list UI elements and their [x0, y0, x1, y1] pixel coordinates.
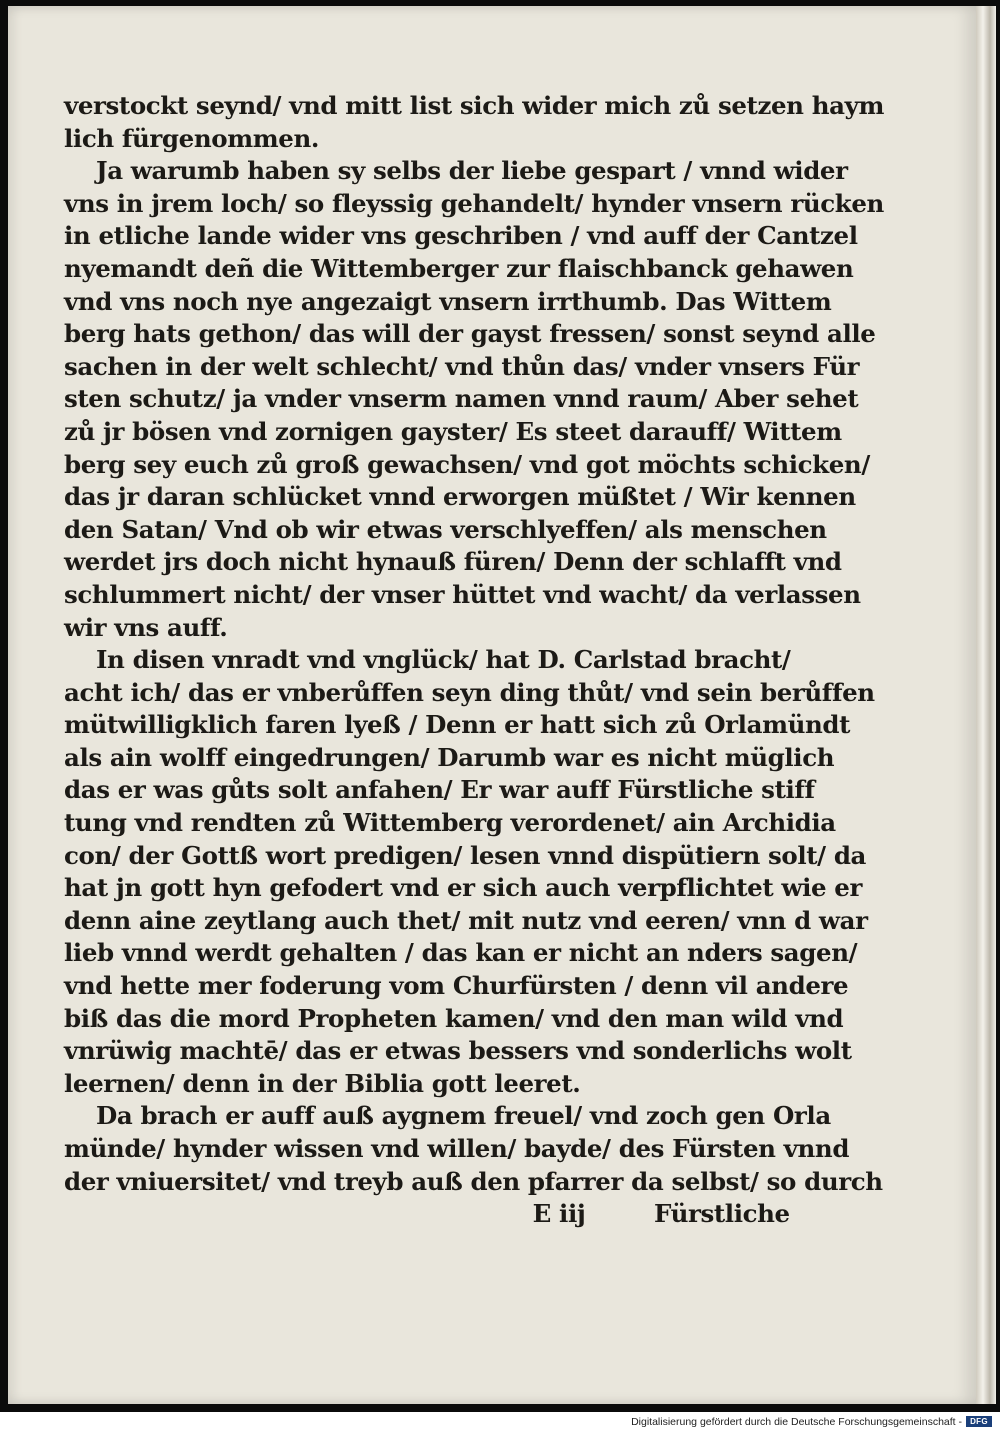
- text-line: als ain wolff eingedrungen/ Darumb war es nicht müglich: [64, 742, 835, 772]
- text-line: berg sey euch zů groß gewachsen/ vnd got möchts schicken/: [64, 449, 870, 479]
- text-line: con/ der Gottß wort predigen/ lesen vnnd dispütiern solt/ da: [64, 840, 867, 870]
- text-line: tung vnd rendten zů Wittemberg verordenet/ ain Archidia: [64, 808, 836, 838]
- text-line: vns in jrem loch/ so fleyssig gehandelt/ hynder vnsern rücken: [64, 188, 884, 218]
- text-line: lich fürgenommen.: [64, 123, 319, 153]
- page-text-block: [64, 90, 884, 1231]
- book-page: [8, 6, 976, 1404]
- signature-mark: E iij: [532, 1199, 586, 1229]
- text-line: das jr daran schlücket vnnd erworgen müßtet / Wir kennen: [64, 482, 856, 512]
- digitization-credit: Digitalisierung gefördert durch die Deutsche Forschungsgemeinschaft -: [631, 1416, 962, 1428]
- text-line: verstockt seynd/ vnd mitt list sich wider mich zů setzen haym: [64, 91, 884, 120]
- text-line: vnrüwig machtē/ das er etwas bessers vnd sonderlichs wolt: [64, 1036, 852, 1066]
- text-line: lieb vnnd werdt gehalten / das kan er nicht an nders sagen/: [64, 938, 858, 968]
- text-line: vnd hette mer foderung vom Churfürsten / denn vil andere: [64, 971, 849, 1001]
- text-line: wir vns auff.: [64, 612, 228, 642]
- catchword: Fürstliche: [654, 1199, 790, 1229]
- text-line: nyemandt deñ die Wittemberger zur flaischbanck gehawen: [64, 253, 854, 283]
- footer-bar: [0, 1412, 1000, 1432]
- text-line: in etliche lande wider vns geschriben / vnd auff der Cantzel: [64, 221, 858, 251]
- text-line: hat jn gott hyn gefodert vnd er sich auch verpflichtet wie er: [64, 873, 862, 903]
- text-line: sachen in der welt schlecht/ vnd thůn das/ vnder vnsers Für: [64, 351, 860, 381]
- text-line: In disen vnradt vnd vnglück/ hat D. Carlstad bracht/: [96, 645, 791, 675]
- text-line: sten schutz/ ja vnder vnserm namen vnnd raum/ Aber sehet: [64, 384, 859, 414]
- dfg-logo: DFG: [966, 1416, 992, 1427]
- text-line: vnd vns noch nye angezaigt vnsern irrthumb. Das Wittem: [64, 286, 832, 316]
- text-line: biß das die mord Propheten kamen/ vnd den man wild vnd: [64, 1003, 844, 1033]
- text-line: acht ich/ das er vnberůffen seyn ding thůt/ vnd sein berůffen: [64, 677, 875, 707]
- text-line: denn aine zeytlang auch thet/ mit nutz vnd eeren/ vnn d war: [64, 905, 868, 935]
- text-line: werdet jrs doch nicht hynauß füren/ Denn der schlafft vnd: [64, 547, 842, 577]
- text-line: mütwilligklich faren lyeß / Denn er hatt sich zů Orlamündt: [64, 710, 851, 740]
- signature-spacer: [594, 1198, 654, 1231]
- text-line: Ja warumb haben sy selbs der liebe gespart / vnnd wider: [96, 156, 848, 186]
- text-line: das er was gůts solt anfahen/ Er war auff Fürstliche stiff: [64, 775, 815, 805]
- text-line: leernen/ denn in der Biblia gott leeret.: [64, 1068, 581, 1098]
- text-line: zů jr bösen vnd zornigen gayster/ Es steet darauff/ Wittem: [64, 416, 842, 446]
- text-line: münde/ hynder wissen vnd willen/ bayde/ des Fürsten vnnd: [64, 1134, 850, 1163]
- text-line: der vniuersitet/ vnd treyb auß den pfarrer da selbst/ so durch: [64, 1166, 883, 1196]
- signature-line: [64, 1198, 790, 1231]
- page-edge: [976, 6, 996, 1404]
- text-line: schlummert nicht/ der vnser hüttet vnd wacht/ da verlassen: [64, 579, 861, 609]
- text-line: berg hats gethon/ das will der gayst fressen/ sonst seynd alle: [64, 319, 876, 349]
- text-line: den Satan/ Vnd ob wir etwas verschlyeffen/ als menschen: [64, 514, 827, 544]
- text-line: Da brach er auff auß aygnem freuel/ vnd zoch gen Orla: [96, 1101, 831, 1131]
